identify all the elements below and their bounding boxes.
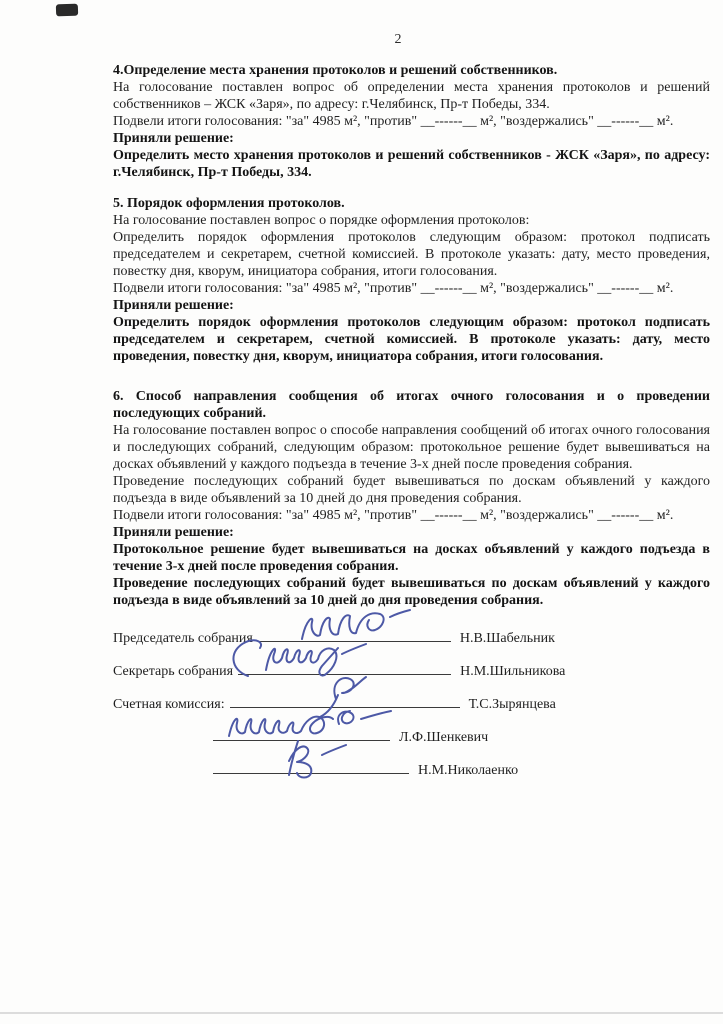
signature-block: [113, 627, 710, 779]
voting-results-line: Подвели итоги голосования: "за" 4985 м², "против" __------__ м², "воздержались" __------__ м².: [113, 114, 674, 129]
decision-text: Протокольное решение будет вывешиваться на досках объявлений у каждого подъезда в течение 3-х дней после проведения собрания.: [113, 542, 710, 574]
section-5: [113, 195, 710, 365]
scan-artifact-mark: [56, 4, 78, 17]
signature-line: [213, 759, 409, 774]
paragraph: Определить порядок оформления протоколов следующим образом: протокол подписать председателем и секретарем, счетной комиссией. В протоколе указать: дату, место проведения, повестку дня, кворум, инициатора собрания, итоги голосования.: [113, 230, 710, 279]
signature-label: Председатель собрания: [113, 631, 253, 646]
decision-text: Проведение последующих собраний будет вывешиваться по доскам объявлений у каждого подъезда в виде объявлений за 10 дней до дня проведения собрания.: [113, 576, 710, 608]
voting-results-line: Подвели итоги голосования: "за" 4985 м², "против" __------__ м², "воздержались" __------__ м².: [113, 281, 674, 296]
handwritten-signature: [290, 605, 430, 649]
signature-name: Н.М.Шильникова: [460, 664, 566, 679]
signature-row: [113, 759, 710, 779]
signature-row: [113, 660, 710, 680]
signature-name: Н.В.Шабельник: [459, 631, 555, 646]
page-number: 2: [394, 32, 402, 47]
paragraph: На голосование поставлен вопрос о порядке оформления протоколов:: [113, 213, 530, 228]
signature-row: [113, 726, 710, 746]
decision-text: Определить место хранения протоколов и решений собственников - ЖСК «Заря», по адресу: г.Челябинск, Пр-т Победы, 334.: [113, 148, 710, 180]
voting-results-line: Подвели итоги голосования: "за" 4985 м², "против" __------__ м², "воздержались" __------__ м².: [113, 508, 674, 523]
signature-line: [213, 726, 390, 741]
paragraph: На голосование поставлен вопрос об определении места хранения протоколов и решений собственников – ЖСК «Заря», по адресу: г.Челябинск, Пр-т Победы, 334.: [113, 80, 710, 112]
section-4: [113, 62, 710, 181]
section-5-heading: 5. Порядок оформления протоколов.: [113, 196, 345, 211]
signature-row: [113, 627, 710, 647]
decision-label: Приняли решение:: [113, 298, 234, 313]
paragraph: Проведение последующих собраний будет вывешиваться по доскам объявлений у каждого подъезда в виде объявлений за 10 дней до дня проведения собрания.: [113, 474, 710, 506]
signature-label: Секретарь собрания: [113, 664, 234, 679]
signature-name: Т.С.Зырянцева: [468, 697, 556, 712]
signature-line: [230, 693, 460, 708]
section-4-heading: 4.Определение места хранения протоколов и решений собственников.: [113, 63, 558, 78]
decision-text: Определить порядок оформления протоколов следующим образом: протокол подписать председателем и секретарем, счетной комиссией. В протоколе указать: дату, место проведения, повестку дня, кворум, инициатора собрания, итоги голосования.: [113, 315, 710, 364]
paragraph: На голосование поставлен вопрос о способе направления сообщений об итогах очного голосования и последующих собраний, следующим образом: протокольное решение будет вывешиваться на досках объявлений у каждого подъезда в течение 3-х дней после проведения собрания.: [113, 423, 710, 472]
document-body: [113, 62, 710, 792]
decision-label: Приняли решение:: [113, 525, 234, 540]
signature-name: Н.М.Николаенко: [418, 763, 519, 778]
signature-line: [258, 627, 451, 642]
section-6-heading: 6. Способ направления сообщения об итогах очного голосования и о проведении последующих собраний.: [113, 389, 710, 421]
signature-line: [238, 660, 451, 675]
decision-label: Приняли решение:: [113, 131, 234, 146]
scan-edge-line: [0, 1012, 723, 1014]
signature-name: Л.Ф.Шенкевич: [399, 730, 489, 745]
signature-row: [113, 693, 710, 713]
section-6: [113, 388, 710, 609]
signature-label: Счетная комиссия:: [113, 697, 225, 712]
